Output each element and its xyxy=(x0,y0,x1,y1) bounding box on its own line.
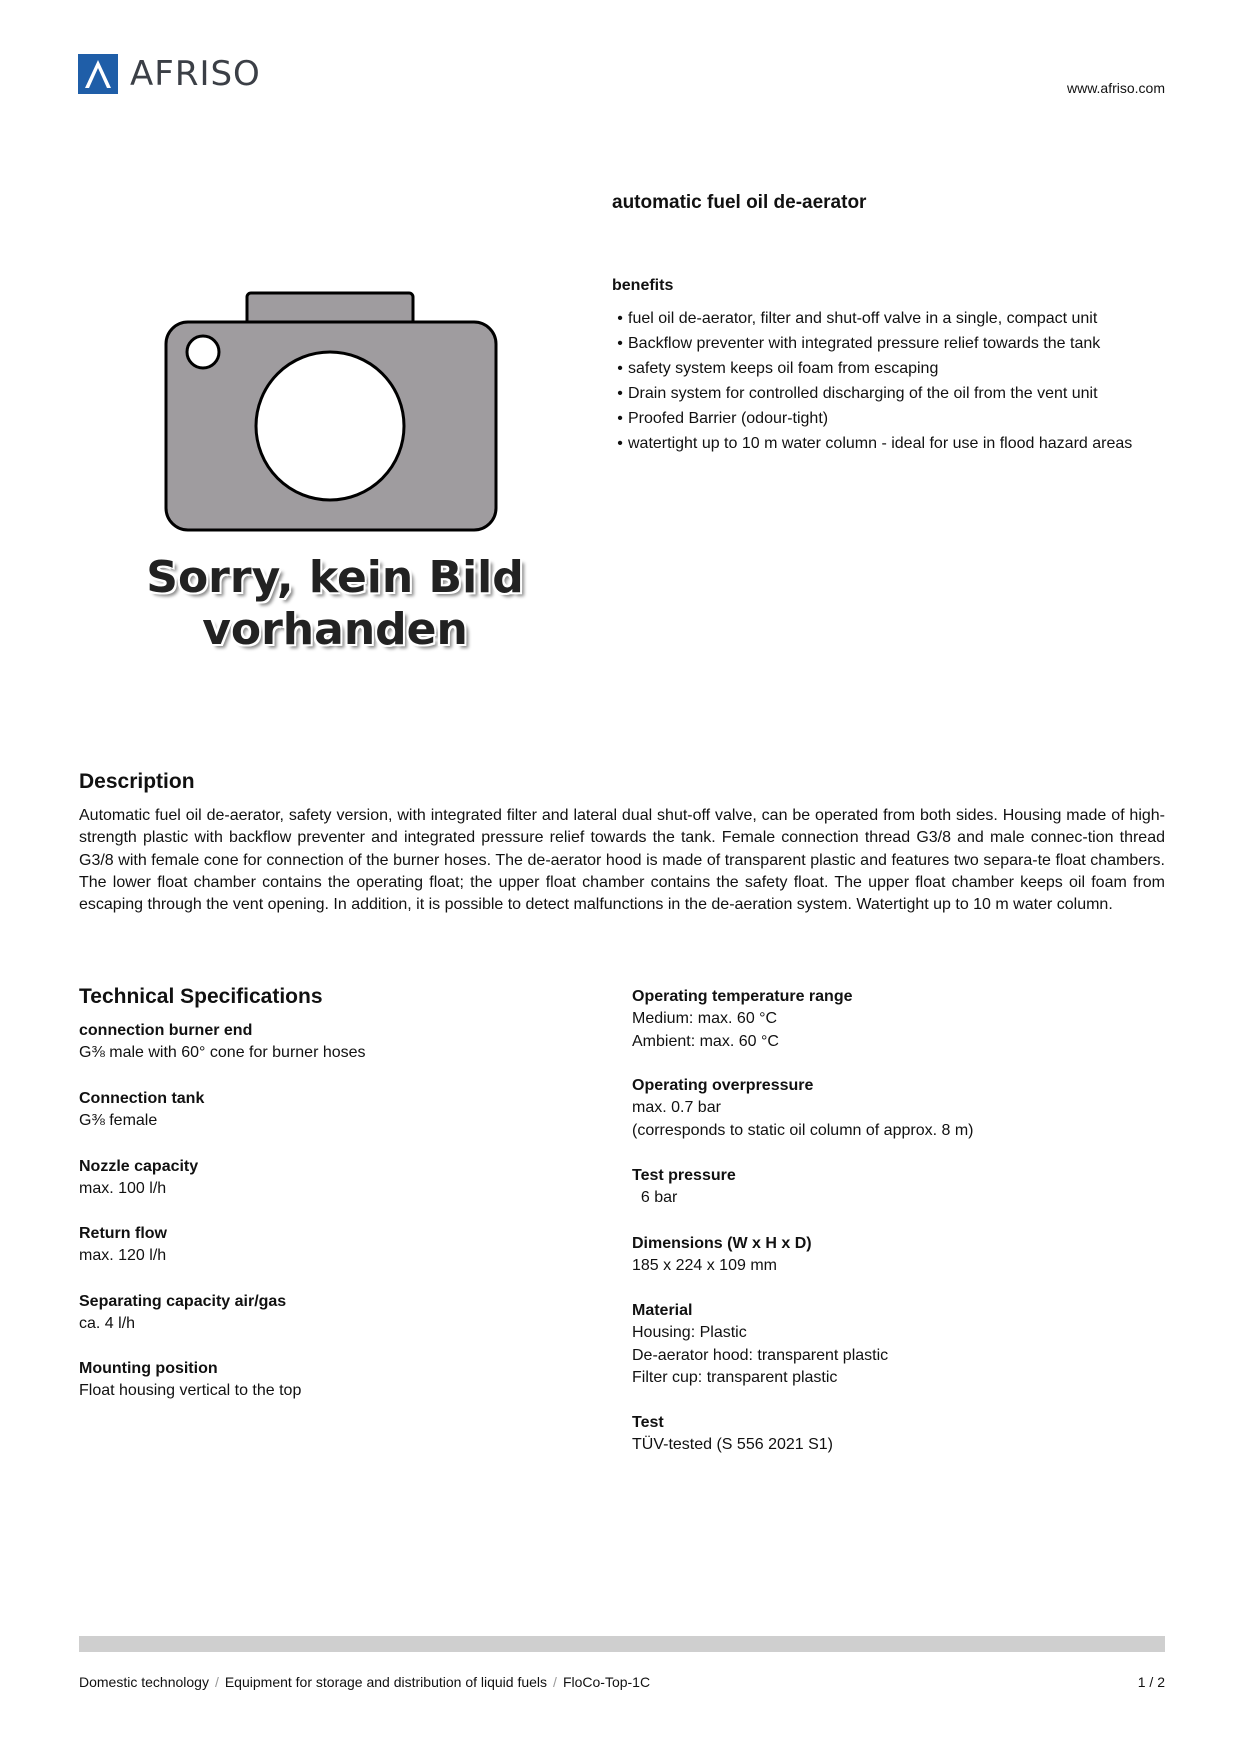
spec-label: Operating overpressure xyxy=(632,1077,814,1094)
spec-label: Nozzle capacity xyxy=(79,1158,199,1175)
spec-value: max. 120 l/h xyxy=(79,1247,167,1265)
afriso-logo-icon xyxy=(78,54,118,94)
spec-item xyxy=(79,1223,167,1268)
spec-value: 185 x 224 x 109 mm xyxy=(632,1257,777,1275)
spec-value: Housing: Plastic De-aerator hood: transparent plastic Filter cup: transparent plastic xyxy=(632,1324,889,1386)
spec-label: Dimensions (W x H x D) xyxy=(632,1235,812,1252)
benefit-item: • safety system keeps oil foam from escaping xyxy=(612,356,1132,381)
benefits-heading: benefits xyxy=(612,277,674,294)
spec-item xyxy=(79,1291,286,1336)
website-link[interactable]: www.afriso.com xyxy=(1066,80,1165,96)
spec-label: Return flow xyxy=(79,1225,167,1242)
spec-label: Mounting position xyxy=(79,1360,218,1377)
spec-label: Connection tank xyxy=(79,1090,205,1107)
page-number: 1 / 2 xyxy=(1137,1674,1165,1690)
description-heading: Description xyxy=(79,770,195,793)
spec-value: G⅜ female xyxy=(79,1112,158,1130)
spec-item xyxy=(632,1233,812,1278)
no-image-caption-line1: Sorry, kein Bild xyxy=(146,552,524,603)
spec-item xyxy=(632,986,853,1053)
spec-item xyxy=(79,1088,204,1133)
benefit-item: • watertight up to 10 m water column - ideal for use in flood hazard areas xyxy=(612,431,1132,456)
breadcrumb-separator: / xyxy=(214,1674,219,1690)
spec-label: connection burner end xyxy=(79,1022,253,1039)
spec-item xyxy=(632,1075,973,1142)
spec-item xyxy=(79,1358,301,1403)
no-image-caption-line2: vorhanden xyxy=(202,604,468,655)
spec-value: G⅜ male with 60° cone for burner hoses xyxy=(79,1044,366,1062)
breadcrumb-item[interactable]: Domestic technology xyxy=(79,1674,209,1690)
benefits-list xyxy=(612,306,1132,456)
spec-item xyxy=(632,1165,736,1210)
footer-divider xyxy=(79,1636,1165,1652)
breadcrumb xyxy=(79,1674,650,1690)
description-text: Automatic fuel oil de-aerator, safety version, with integrated filter and lateral dual shut-off valve, can be operated from both sides. Housing made of high-strength plastic with backflow preventer and integrated pressure relief towards the tank. Female connection thread G3/8 and male connec-tion thread G3/8 with female cone for connection of the burner hoses. The de-aerator hood is made of transparent plastic and features two separa-te float chambers. The lower float chamber contains the operating float; the upper float chamber contains the safety float. The upper float chamber keeps oil foam from escaping through the vent opening. In addition, it is possible to detect malfunctions in the de-aeration system. Watertight up to 10 m water column. xyxy=(79,807,1165,914)
spec-value: TÜV-tested (S 556 2021 S1) xyxy=(632,1436,833,1454)
spec-item xyxy=(632,1300,888,1389)
brand-logo xyxy=(78,54,261,94)
benefit-item: • fuel oil de-aerator, filter and shut-off valve in a single, compact unit xyxy=(612,306,1132,331)
no-image-caption xyxy=(130,552,540,656)
spec-label: Test pressure xyxy=(632,1167,736,1184)
spec-item xyxy=(79,1020,366,1065)
spec-item xyxy=(632,1412,833,1457)
spec-value: Medium: max. 60 °C Ambient: max. 60 °C xyxy=(632,1010,779,1050)
spec-label: Operating temperature range xyxy=(632,988,853,1005)
spec-label: Material xyxy=(632,1302,693,1319)
benefit-item: • Backflow preventer with integrated pressure relief towards the tank xyxy=(612,331,1132,356)
benefit-item: • Drain system for controlled discharging of the oil from the vent unit xyxy=(612,381,1132,406)
spec-item xyxy=(79,1156,198,1201)
spec-value: 6 bar xyxy=(632,1189,678,1207)
spec-value: max. 0.7 bar (corresponds to static oil column of approx. 8 m) xyxy=(632,1099,974,1139)
specs-heading: Technical Specifications xyxy=(79,985,323,1008)
spec-label: Test xyxy=(632,1414,664,1431)
spec-value: Float housing vertical to the top xyxy=(79,1382,302,1400)
breadcrumb-item[interactable]: FloCo-Top-1C xyxy=(562,1674,651,1690)
spec-value: max. 100 l/h xyxy=(79,1180,167,1198)
spec-label: Separating capacity air/gas xyxy=(79,1293,287,1310)
product-title: automatic fuel oil de-aerator xyxy=(612,192,867,213)
breadcrumb-item[interactable]: Equipment for storage and distribution of liquid fuels xyxy=(224,1674,548,1690)
brand-name: AFRISO xyxy=(130,54,261,94)
benefit-item: • Proofed Barrier (odour-tight) xyxy=(612,406,1132,431)
breadcrumb-separator: / xyxy=(553,1674,557,1690)
spec-value: ca. 4 l/h xyxy=(79,1315,136,1333)
